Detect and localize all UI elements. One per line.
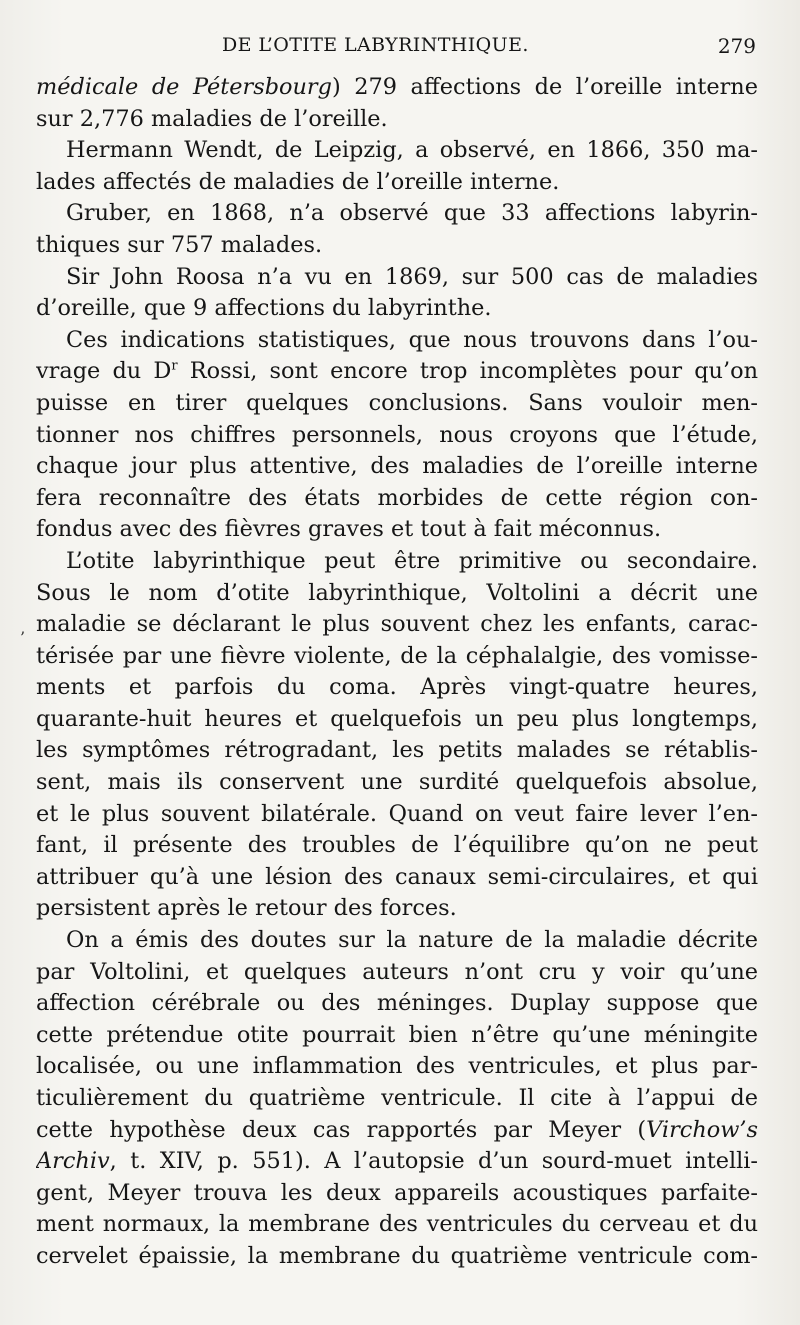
text-line-content: thiques sur 757 malades. [36, 231, 323, 258]
text-line-content: cervelet épaissie, la membrane du quatrième ventricule com- [36, 1242, 758, 1269]
text-line [36, 1146, 758, 1178]
text-line-content: les symptômes rétrogradant, les petits malades se rétablis- [36, 737, 758, 764]
text-line [36, 198, 758, 230]
superscript: r [171, 358, 178, 374]
text-line-content: gent, Meyer trouva les deux appareils acoustiques parfaite- [36, 1179, 758, 1206]
text-line [36, 483, 758, 515]
text-line-content: d’oreille, que 9 affections du labyrinthe. [36, 295, 492, 322]
text-line [36, 1209, 758, 1241]
text-line [36, 1241, 758, 1273]
text-line-content: persistent après le retour des forces. [36, 895, 457, 922]
text-line [36, 609, 758, 641]
text-line [36, 546, 758, 578]
text-segment: , t. XIV, p. 551). A l’autopsie d’un sourd-muet intelli- [109, 1148, 758, 1175]
text-line-content: lades affectés de maladies de l’oreille interne. [36, 168, 560, 195]
italic-title: Archiv [36, 1148, 110, 1175]
text-line-content: Hermann Wendt, de Leipzig, a observé, en 1866, 350 ma- [66, 137, 758, 164]
text-line-content: cette prétendue otite pourrait bien n’être qu’une méningite [36, 1021, 758, 1048]
text-line [36, 578, 758, 610]
text-line-content: ticulièrement du quatrième ventricule. Il cite à l’appui de [36, 1085, 758, 1111]
text-line-content: attribuer qu’à une lésion des canaux semi-circulaires, et qui [36, 863, 758, 890]
text-line-content: Sir John Roosa n’a vu en 1869, sur 500 cas de maladies [66, 263, 758, 290]
text-line-content: Gruber, en 1868, n’a observé que 33 affections labyrin- [66, 200, 758, 227]
text-line-content: localisée, ou une inflammation des ventricules, et plus par- [36, 1053, 758, 1080]
text-line-content: On a émis des doutes sur la nature de la maladie décrite [66, 927, 758, 954]
text-line [36, 262, 758, 294]
text-line [36, 388, 758, 420]
text-line [36, 957, 758, 989]
text-line [36, 641, 758, 673]
text-line [36, 925, 758, 957]
text-line-content: tionner nos chiffres personnels, nous croyons que l’étude, [36, 421, 758, 448]
text-line-content: fera reconnaître des états morbides de cette région con- [36, 484, 758, 511]
text-line-content: Sous le nom d’otite labyrinthique, Voltolini a décrit une [36, 579, 758, 606]
text-line [36, 988, 758, 1020]
text-line-content: fant, il présente des troubles de l’équilibre qu’on ne peut [36, 832, 758, 859]
text-line [36, 862, 758, 894]
text-segment: cette hypothèse deux cas rapportés par Meyer ( [36, 1116, 647, 1143]
text-line-content: térisée par une fièvre violente, de la céphalalgie, des vomisse- [36, 642, 758, 669]
text-line [36, 830, 758, 862]
text-line-content: sur 2,776 maladies de l’oreille. [36, 105, 388, 132]
text-line [36, 893, 758, 925]
text-line-content: ments et parfois du coma. Après vingt-quatre heures, [36, 674, 758, 701]
italic-title: médicale de Pétersbourg [36, 74, 332, 100]
text-line-content: sent, mais ils conservent une surdité quelquefois absolue, [36, 769, 758, 796]
text-line-content: puisse en tirer quelques conclusions. Sans vouloir men- [36, 389, 758, 416]
text-line [36, 704, 758, 736]
italic-title: Virchow’s [646, 1116, 758, 1143]
text-line [36, 1083, 758, 1115]
text-line-content: L’otite labyrinthique peut être primitive ou secondaire. [66, 547, 758, 574]
text-line [36, 72, 758, 104]
text-line [36, 1020, 758, 1052]
text-line [36, 1115, 758, 1147]
text-line [36, 325, 758, 357]
text-line [36, 1178, 758, 1210]
text-line [36, 672, 758, 704]
text-line [36, 135, 758, 167]
margin-mark: ’ [20, 628, 26, 647]
page-header [0, 34, 800, 64]
text-line-content: chaque jour plus attentive, des maladies de l’oreille interne [36, 453, 758, 480]
text-line [36, 167, 758, 199]
text-line-content: ment normaux, la membrane des ventricules du cerveau et du [36, 1211, 758, 1238]
text-line [36, 1051, 758, 1083]
text-line [36, 799, 758, 831]
text-line-content: fondus avec des fièvres graves et tout à fait méconnus. [36, 516, 662, 543]
text-line [36, 230, 758, 262]
text-line-content: et le plus souvent bilatérale. Quand on veut faire lever l’en- [36, 800, 758, 827]
text-line-content: maladie se déclarant le plus souvent chez les enfants, carac- [36, 611, 758, 638]
text-line [36, 356, 758, 388]
text-line-content: quarante-huit heures et quelquefois un peu plus longtemps, [36, 705, 758, 732]
text-line [36, 293, 758, 325]
text-segment: Rossi, sont encore trop incomplètes pour qu’on [177, 358, 758, 385]
text-segment: vrage du D [36, 358, 172, 385]
text-line [36, 767, 758, 799]
page-number: 279 [717, 34, 756, 58]
running-title: DE L’OTITE LABYRINTHIQUE. [222, 34, 529, 56]
text-line [36, 420, 758, 452]
text-line [36, 735, 758, 767]
text-segment: ) 279 affections de l’oreille interne [331, 74, 758, 100]
text-line-content: par Voltolini, et quelques auteurs n’ont cru y voir qu’une [36, 958, 758, 985]
text-line-content: Ces indications statistiques, que nous trouvons dans l’ou- [66, 326, 758, 353]
text-line [36, 451, 758, 483]
body-text [36, 72, 758, 1273]
text-line [36, 104, 758, 136]
text-line-content: affection cérébrale ou des méninges. Duplay suppose que [36, 990, 758, 1017]
text-line [36, 514, 758, 546]
